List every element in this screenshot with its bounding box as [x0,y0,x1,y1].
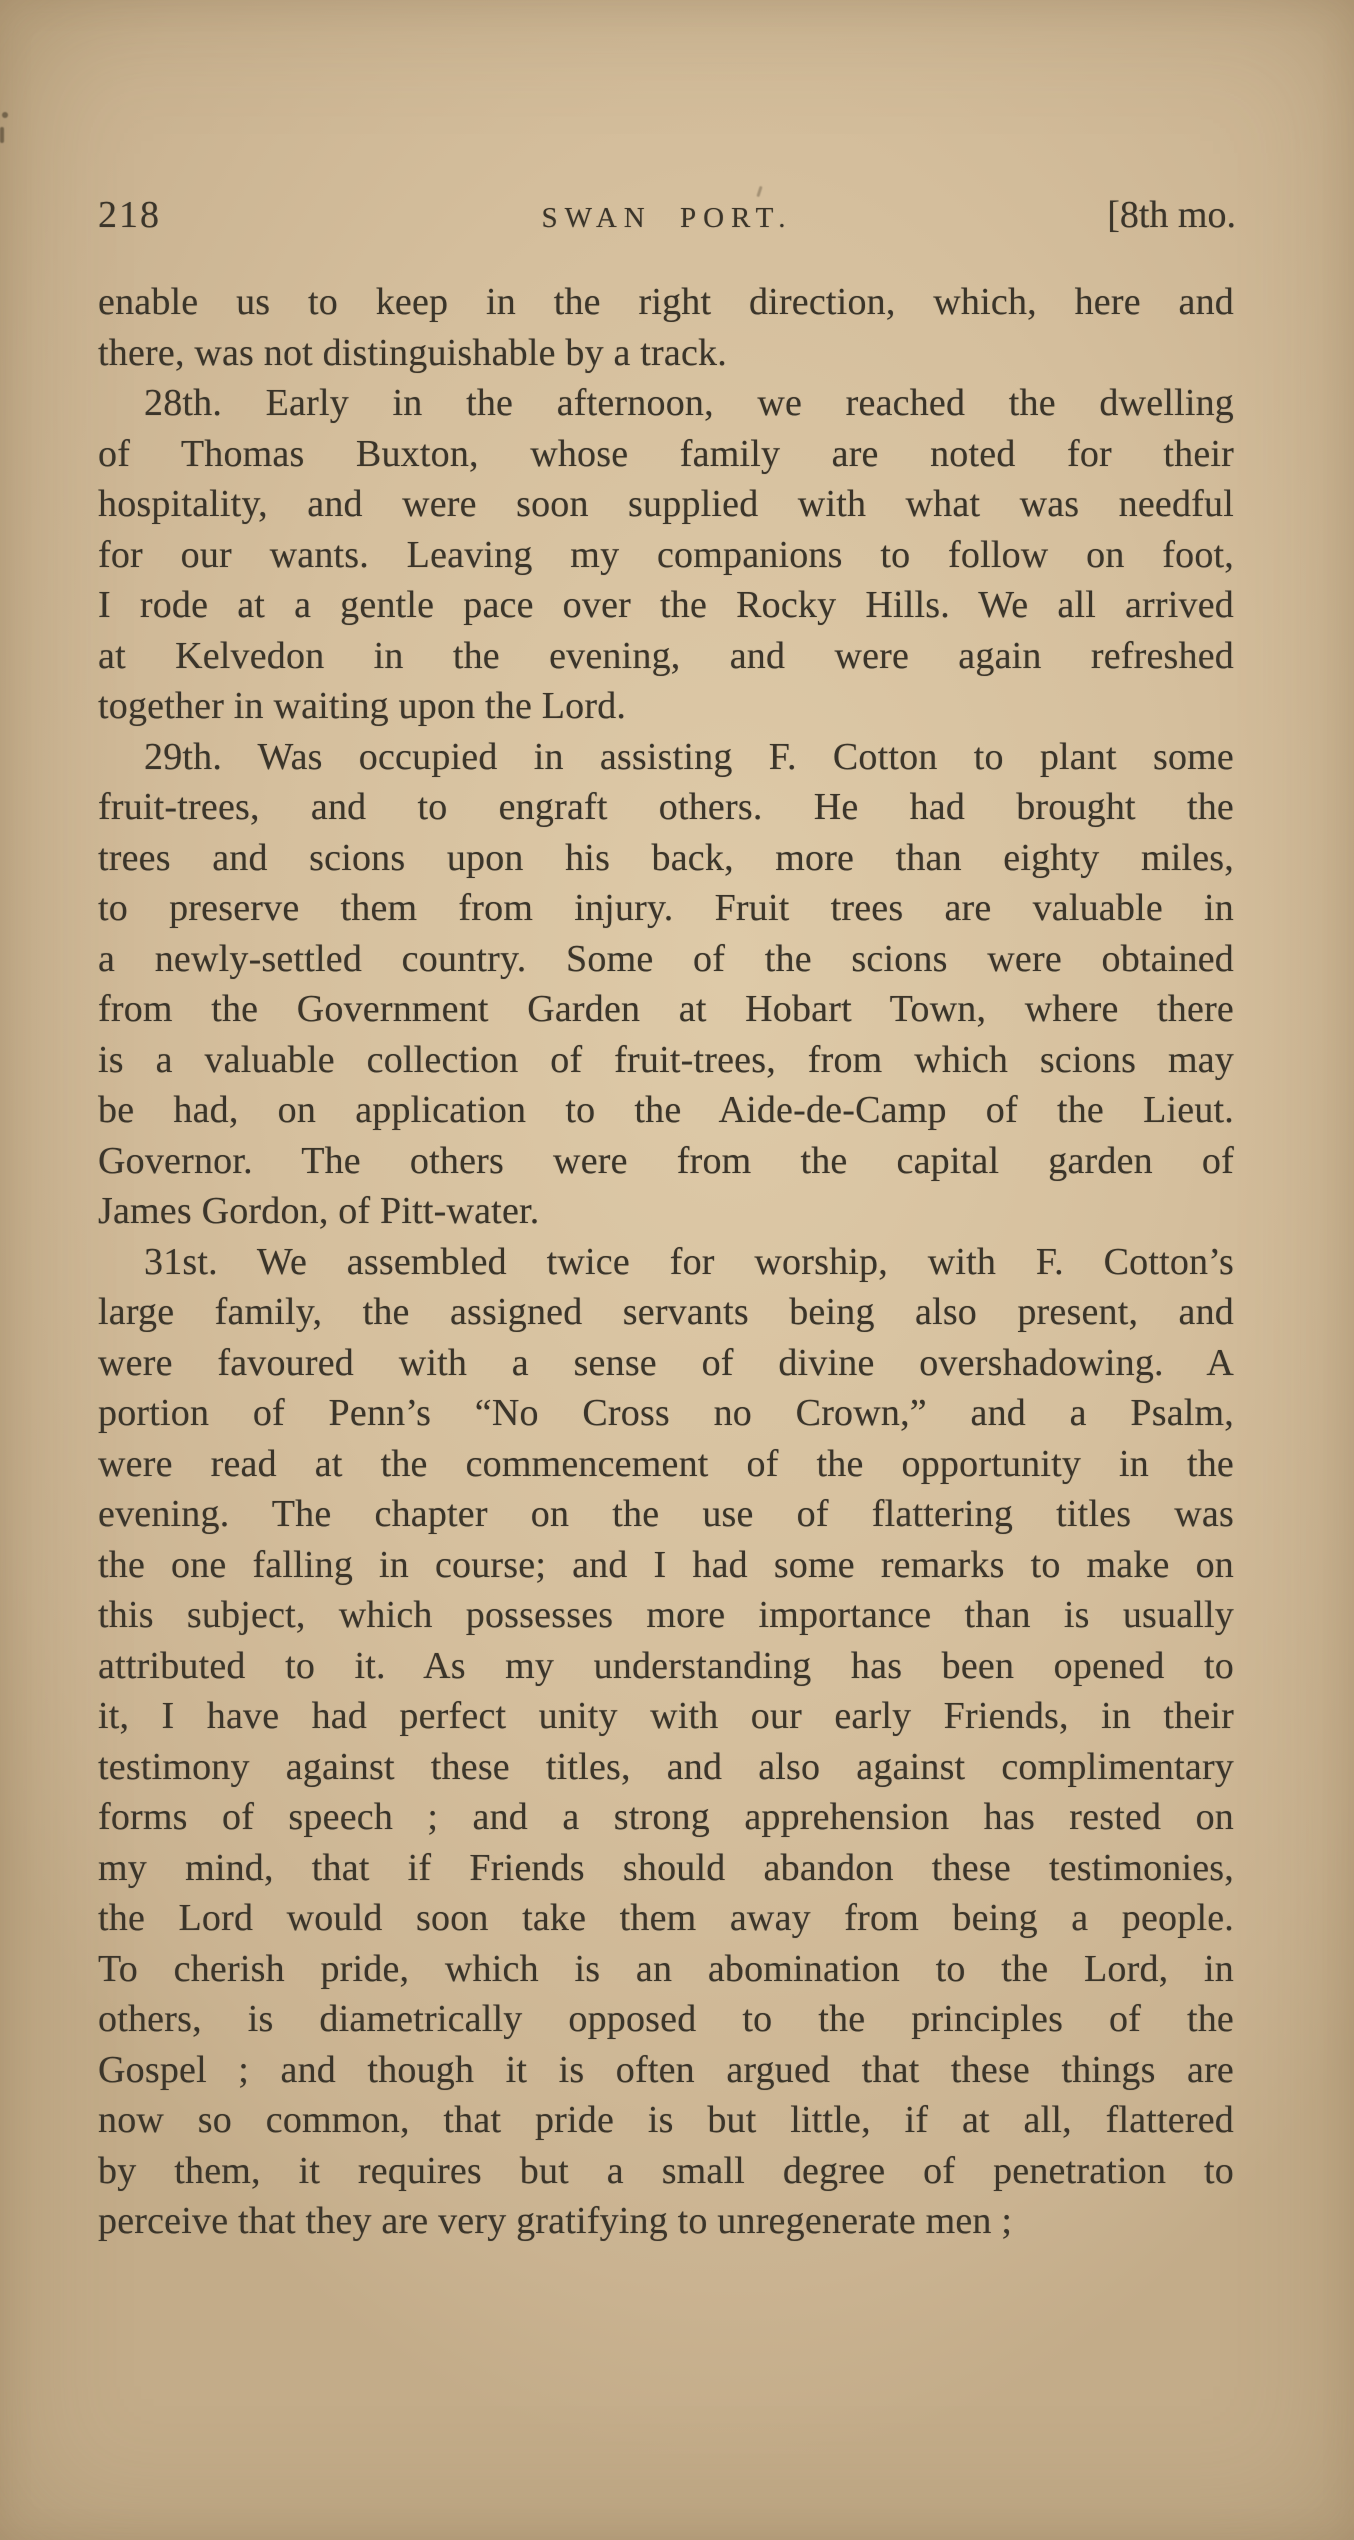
text-line: 29th. Was occupied in assisting F. Cotton to plant some [144,735,1234,778]
page-number: 218 [98,194,161,236]
text-line: for our wants. Leaving my companions to follow on foot, [98,533,1234,576]
text-line: a newly-settled country. Some of the scions were obtained [98,937,1234,980]
text-line: trees and scions upon his back, more than eighty miles, [98,836,1234,879]
text-line: 31st. We assembled twice for worship, with F. Cotton’s [144,1240,1234,1283]
text-line: Gospel ; and though it is often argued that these things are [98,2048,1234,2091]
text-line: at Kelvedon in the evening, and were again refreshed [98,634,1234,677]
text-line: testimony against these titles, and also against complimentary [98,1745,1234,1788]
text-line: James Gordon, of Pitt-water. [98,1190,540,1232]
text-line: of Thomas Buxton, whose family are noted for their [98,432,1234,475]
text-line: this subject, which possesses more importance than is usually [98,1594,1234,1636]
text-line: fruit-trees, and to engraft others. He had brought the [98,786,1234,828]
text-line: together in waiting upon the Lord. [98,685,627,727]
text-line: To cherish pride, which is an abomination to the Lord, in [98,1947,1234,1990]
text-line: Governor. The others were from the capital garden of [98,1139,1234,1182]
text-line: evening. The chapter on the use of flattering titles was [98,1493,1234,1535]
text-line: to preserve them from injury. Fruit trees are valuable in [98,887,1234,929]
text-line: by them, it requires but a small degree of penetration to [98,2149,1234,2192]
text-line: attributed to it. As my understanding has been opened to [98,1644,1234,1687]
text-line: 28th. Early in the afternoon, we reached the dwelling [144,382,1234,424]
page-header [98,193,1236,237]
running-title: SWAN PORT. [541,202,793,234]
text-line: perceive that they are very gratifying to unregenerate men ; [98,2200,1013,2242]
text-line: I rode at a gentle pace over the Rocky Hills. We all arrived [98,584,1234,626]
scan-speck [0,127,4,143]
text-line: the one falling in course; and I had some remarks to make on [98,1543,1234,1586]
text-line: hospitality, and were soon supplied with what was needful [98,483,1234,525]
paragraph [98,378,1234,732]
text-line: forms of speech ; and a strong apprehension has rested on [98,1796,1234,1838]
text-line: is a valuable collection of fruit-trees, from which scions may [98,1038,1234,1081]
paragraph [98,1237,1234,2247]
text-line: my mind, that if Friends should abandon these testimonies, [98,1846,1234,1889]
paragraph [98,732,1234,1237]
scan-speck [2,112,8,118]
paragraph [98,277,1234,378]
text-line: large family, the assigned servants being also present, and [98,1291,1234,1333]
page-text [98,277,1234,2247]
text-line: others, is diametrically opposed to the principles of the [98,1998,1234,2040]
text-line: the Lord would soon take them away from being a people. [98,1897,1234,1939]
text-line: were read at the commencement of the opportunity in the [98,1442,1234,1485]
text-line: enable us to keep in the right direction, which, here and [98,281,1234,323]
text-line: be had, on application to the Aide-de-Camp of the Lieut. [98,1089,1234,1131]
text-line: it, I have had perfect unity with our early Friends, in their [98,1695,1234,1737]
text-line: now so common, that pride is but little, if at all, flattered [98,2099,1234,2141]
text-line: from the Government Garden at Hobart Town, where there [98,988,1234,1030]
date-marker: [8th mo. [1107,194,1236,236]
text-line: portion of Penn’s “No Cross no Crown,” and a Psalm, [98,1392,1234,1434]
text-line: were favoured with a sense of divine overshadowing. A [98,1341,1234,1384]
text-line: there, was not distinguishable by a track. [98,331,727,374]
